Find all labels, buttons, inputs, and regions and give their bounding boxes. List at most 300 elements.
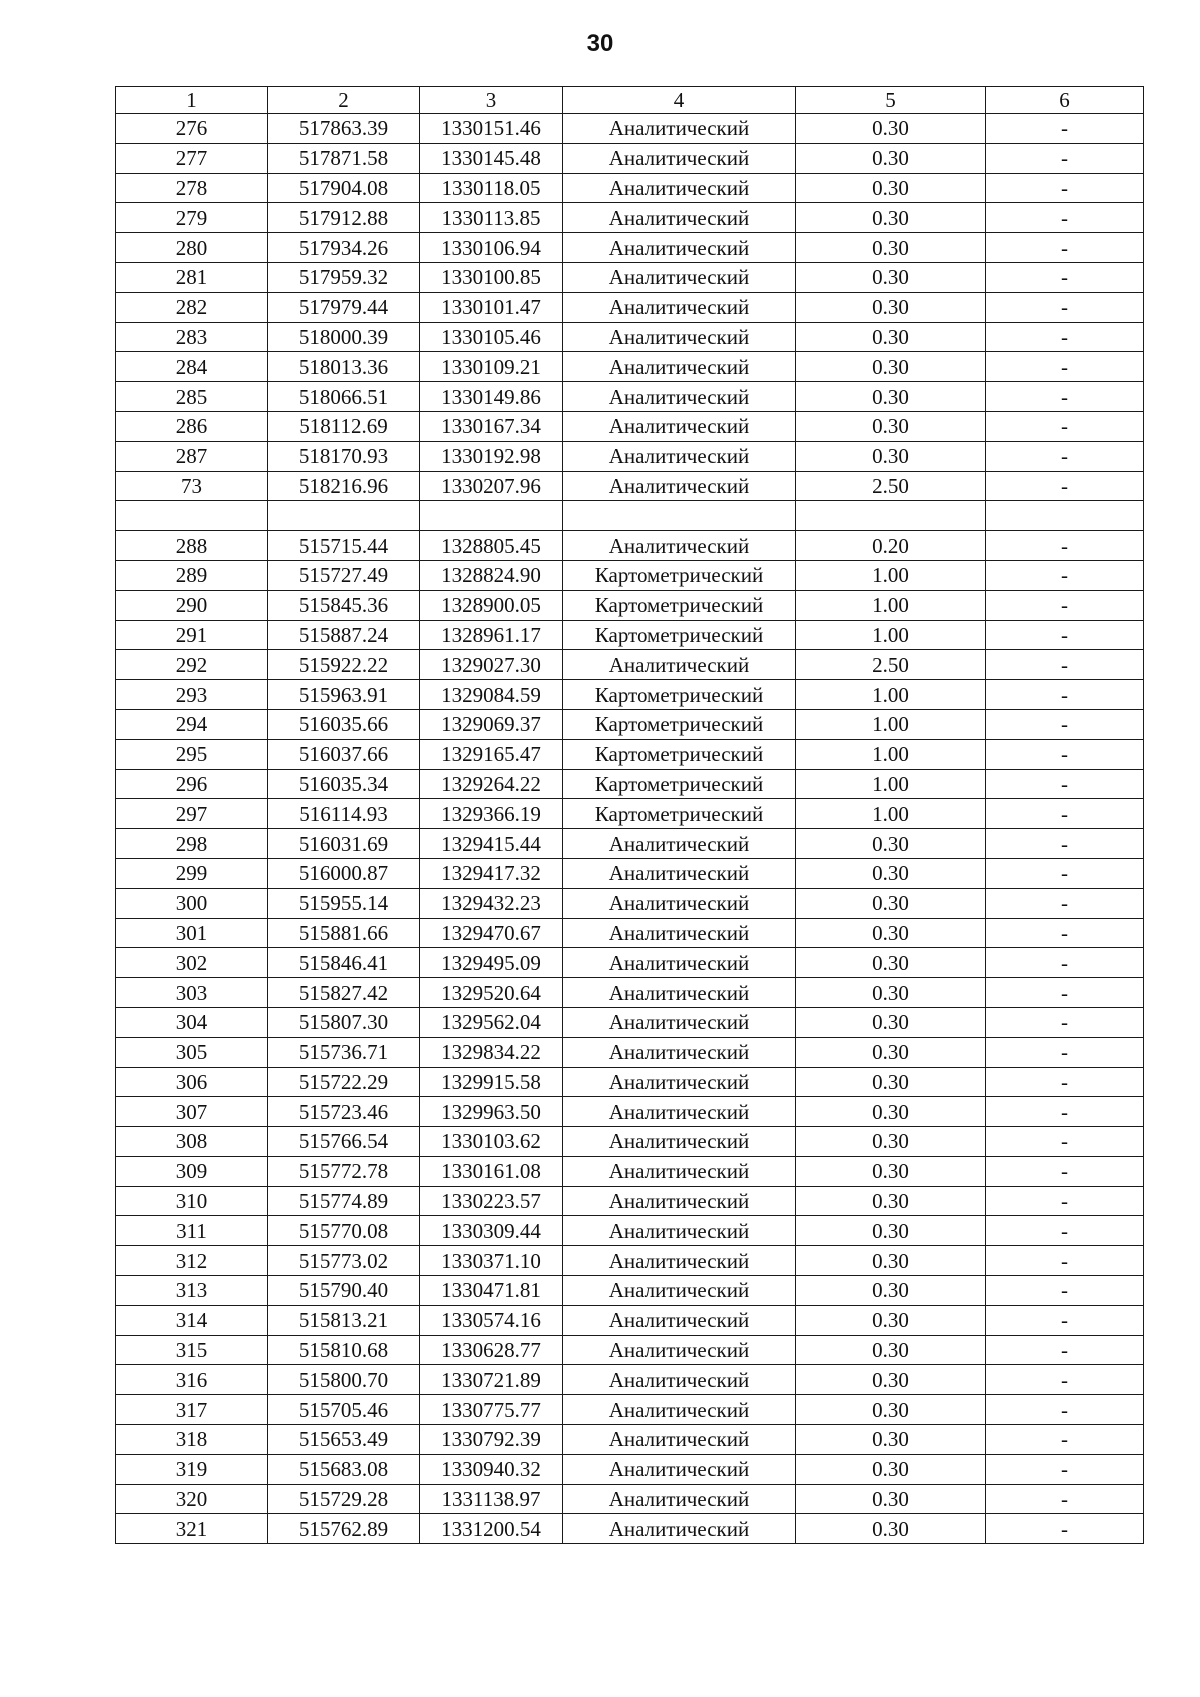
accuracy-cell: 0.30 — [796, 292, 986, 322]
accuracy-cell: 2.50 — [796, 650, 986, 680]
x-coordinate-cell: 517912.88 — [268, 203, 420, 233]
accuracy-cell: 0.30 — [796, 1335, 986, 1365]
x-coordinate-cell: 515922.22 — [268, 650, 420, 680]
y-coordinate-cell: 1330105.46 — [420, 322, 563, 352]
method-cell: Аналитический — [563, 978, 796, 1008]
method-cell: Аналитический — [563, 948, 796, 978]
accuracy-cell: 1.00 — [796, 590, 986, 620]
x-coordinate-cell: 516000.87 — [268, 858, 420, 888]
x-coordinate-cell: 517979.44 — [268, 292, 420, 322]
note-cell: - — [986, 411, 1144, 441]
x-coordinate-cell: 515845.36 — [268, 590, 420, 620]
table-row — [116, 1305, 1144, 1335]
point-number-cell: 279 — [116, 203, 268, 233]
note-cell: - — [986, 322, 1144, 352]
table-row — [116, 233, 1144, 263]
x-coordinate-cell: 516035.66 — [268, 709, 420, 739]
y-coordinate-cell: 1329417.32 — [420, 858, 563, 888]
table-row — [116, 918, 1144, 948]
point-number-cell: 280 — [116, 233, 268, 263]
method-cell: Аналитический — [563, 1484, 796, 1514]
note-cell: - — [986, 233, 1144, 263]
x-coordinate-cell: 515955.14 — [268, 888, 420, 918]
note-cell: - — [986, 769, 1144, 799]
method-cell: Аналитический — [563, 1305, 796, 1335]
method-cell: Аналитический — [563, 1127, 796, 1157]
method-cell: Картометрический — [563, 709, 796, 739]
note-cell: - — [986, 531, 1144, 561]
x-coordinate-cell: 518013.36 — [268, 352, 420, 382]
point-number-cell: 283 — [116, 322, 268, 352]
y-coordinate-cell: 1329415.44 — [420, 829, 563, 859]
x-coordinate-cell: 518112.69 — [268, 411, 420, 441]
point-number-cell: 309 — [116, 1156, 268, 1186]
accuracy-cell: 0.30 — [796, 829, 986, 859]
note-cell: - — [986, 382, 1144, 412]
method-cell: Аналитический — [563, 829, 796, 859]
point-number-cell: 314 — [116, 1305, 268, 1335]
accuracy-cell: 2.50 — [796, 471, 986, 501]
table-row — [116, 1007, 1144, 1037]
x-coordinate-cell: 515774.89 — [268, 1186, 420, 1216]
table-row — [116, 680, 1144, 710]
y-coordinate-cell: 1330149.86 — [420, 382, 563, 412]
note-cell: - — [986, 1186, 1144, 1216]
method-cell: Аналитический — [563, 441, 796, 471]
method-cell: Аналитический — [563, 471, 796, 501]
method-cell: Аналитический — [563, 1454, 796, 1484]
table-row — [116, 1425, 1144, 1455]
note-cell: - — [986, 352, 1144, 382]
note-cell: - — [986, 1484, 1144, 1514]
accuracy-cell: 0.30 — [796, 1097, 986, 1127]
method-cell: Картометрический — [563, 560, 796, 590]
point-number-cell: 286 — [116, 411, 268, 441]
y-coordinate-cell: 1330309.44 — [420, 1216, 563, 1246]
point-number-cell: 297 — [116, 799, 268, 829]
method-cell: Аналитический — [563, 411, 796, 441]
method-cell: Аналитический — [563, 1514, 796, 1544]
x-coordinate-cell — [268, 501, 420, 531]
y-coordinate-cell: 1329027.30 — [420, 650, 563, 680]
method-cell: Аналитический — [563, 233, 796, 263]
y-coordinate-cell: 1330207.96 — [420, 471, 563, 501]
x-coordinate-cell: 515722.29 — [268, 1067, 420, 1097]
point-number-cell: 317 — [116, 1395, 268, 1425]
point-number-cell: 307 — [116, 1097, 268, 1127]
method-cell: Аналитический — [563, 1395, 796, 1425]
point-number-cell: 290 — [116, 590, 268, 620]
point-number-cell: 291 — [116, 620, 268, 650]
x-coordinate-cell: 518000.39 — [268, 322, 420, 352]
y-coordinate-cell: 1328805.45 — [420, 531, 563, 561]
y-coordinate-cell: 1330109.21 — [420, 352, 563, 382]
y-coordinate-cell: 1329165.47 — [420, 739, 563, 769]
y-coordinate-cell: 1329432.23 — [420, 888, 563, 918]
x-coordinate-cell: 517904.08 — [268, 173, 420, 203]
accuracy-cell: 0.30 — [796, 411, 986, 441]
table-row — [116, 352, 1144, 382]
accuracy-cell: 1.00 — [796, 620, 986, 650]
y-coordinate-cell: 1330628.77 — [420, 1335, 563, 1365]
method-cell: Аналитический — [563, 322, 796, 352]
x-coordinate-cell: 517959.32 — [268, 262, 420, 292]
x-coordinate-cell: 515723.46 — [268, 1097, 420, 1127]
column-header: 6 — [986, 87, 1144, 114]
method-cell: Аналитический — [563, 1276, 796, 1306]
note-cell: - — [986, 173, 1144, 203]
table-row — [116, 948, 1144, 978]
method-cell: Аналитический — [563, 143, 796, 173]
accuracy-cell: 0.30 — [796, 1156, 986, 1186]
table-row — [116, 1484, 1144, 1514]
x-coordinate-cell: 518170.93 — [268, 441, 420, 471]
point-number-cell: 288 — [116, 531, 268, 561]
method-cell: Аналитический — [563, 918, 796, 948]
y-coordinate-cell: 1331200.54 — [420, 1514, 563, 1544]
point-number-cell: 308 — [116, 1127, 268, 1157]
x-coordinate-cell: 515813.21 — [268, 1305, 420, 1335]
accuracy-cell: 0.30 — [796, 1276, 986, 1306]
table-header-row — [116, 87, 1144, 114]
column-header: 4 — [563, 87, 796, 114]
table-row — [116, 411, 1144, 441]
note-cell: - — [986, 978, 1144, 1008]
x-coordinate-cell: 515729.28 — [268, 1484, 420, 1514]
x-coordinate-cell: 516114.93 — [268, 799, 420, 829]
note-cell: - — [986, 590, 1144, 620]
accuracy-cell: 0.30 — [796, 114, 986, 144]
accuracy-cell: 1.00 — [796, 739, 986, 769]
y-coordinate-cell: 1328961.17 — [420, 620, 563, 650]
table-row — [116, 114, 1144, 144]
x-coordinate-cell: 516035.34 — [268, 769, 420, 799]
column-header: 3 — [420, 87, 563, 114]
point-number-cell: 302 — [116, 948, 268, 978]
x-coordinate-cell: 516031.69 — [268, 829, 420, 859]
note-cell: - — [986, 1246, 1144, 1276]
table-row — [116, 888, 1144, 918]
note-cell: - — [986, 1454, 1144, 1484]
note-cell: - — [986, 650, 1144, 680]
method-cell: Аналитический — [563, 1425, 796, 1455]
point-number-cell: 316 — [116, 1365, 268, 1395]
point-number-cell: 278 — [116, 173, 268, 203]
x-coordinate-cell: 515683.08 — [268, 1454, 420, 1484]
x-coordinate-cell: 515963.91 — [268, 680, 420, 710]
point-number-cell: 301 — [116, 918, 268, 948]
table-row — [116, 1156, 1144, 1186]
table-row — [116, 858, 1144, 888]
y-coordinate-cell — [420, 501, 563, 531]
table-row — [116, 1335, 1144, 1365]
accuracy-cell: 0.30 — [796, 143, 986, 173]
note-cell — [986, 501, 1144, 531]
x-coordinate-cell: 515705.46 — [268, 1395, 420, 1425]
accuracy-cell — [796, 501, 986, 531]
y-coordinate-cell: 1329495.09 — [420, 948, 563, 978]
note-cell: - — [986, 560, 1144, 590]
table-row — [116, 382, 1144, 412]
method-cell: Картометрический — [563, 590, 796, 620]
table-row — [116, 1365, 1144, 1395]
y-coordinate-cell: 1329470.67 — [420, 918, 563, 948]
table-row — [116, 531, 1144, 561]
method-cell: Аналитический — [563, 888, 796, 918]
table-row — [116, 262, 1144, 292]
table-row — [116, 441, 1144, 471]
method-cell: Картометрический — [563, 739, 796, 769]
y-coordinate-cell: 1330145.48 — [420, 143, 563, 173]
method-cell: Аналитический — [563, 650, 796, 680]
point-number-cell: 299 — [116, 858, 268, 888]
accuracy-cell: 0.30 — [796, 978, 986, 1008]
note-cell: - — [986, 262, 1144, 292]
accuracy-cell: 0.30 — [796, 1484, 986, 1514]
method-cell: Аналитический — [563, 1246, 796, 1276]
accuracy-cell: 0.30 — [796, 233, 986, 263]
x-coordinate-cell: 515881.66 — [268, 918, 420, 948]
accuracy-cell: 0.30 — [796, 1514, 986, 1544]
table-row — [116, 1067, 1144, 1097]
table-row — [116, 650, 1144, 680]
table-row — [116, 1454, 1144, 1484]
y-coordinate-cell: 1329834.22 — [420, 1037, 563, 1067]
y-coordinate-cell: 1330940.32 — [420, 1454, 563, 1484]
table-row — [116, 203, 1144, 233]
y-coordinate-cell: 1330574.16 — [420, 1305, 563, 1335]
table-row — [116, 1186, 1144, 1216]
method-cell: Аналитический — [563, 114, 796, 144]
x-coordinate-cell: 515846.41 — [268, 948, 420, 978]
point-number-cell: 311 — [116, 1216, 268, 1246]
y-coordinate-cell: 1330471.81 — [420, 1276, 563, 1306]
accuracy-cell: 0.30 — [796, 858, 986, 888]
table-row — [116, 1216, 1144, 1246]
accuracy-cell: 1.00 — [796, 769, 986, 799]
accuracy-cell: 0.30 — [796, 382, 986, 412]
point-number-cell: 319 — [116, 1454, 268, 1484]
x-coordinate-cell: 515772.78 — [268, 1156, 420, 1186]
table-row — [116, 1127, 1144, 1157]
method-cell: Аналитический — [563, 1335, 796, 1365]
y-coordinate-cell: 1330100.85 — [420, 262, 563, 292]
accuracy-cell: 0.30 — [796, 441, 986, 471]
accuracy-cell: 0.30 — [796, 352, 986, 382]
table-row — [116, 799, 1144, 829]
column-header: 1 — [116, 87, 268, 114]
point-number-cell: 321 — [116, 1514, 268, 1544]
x-coordinate-cell: 517863.39 — [268, 114, 420, 144]
note-cell: - — [986, 739, 1144, 769]
method-cell: Аналитический — [563, 1037, 796, 1067]
note-cell: - — [986, 441, 1144, 471]
note-cell: - — [986, 709, 1144, 739]
point-number-cell: 320 — [116, 1484, 268, 1514]
point-number-cell: 312 — [116, 1246, 268, 1276]
note-cell: - — [986, 1305, 1144, 1335]
accuracy-cell: 0.30 — [796, 1007, 986, 1037]
note-cell: - — [986, 620, 1144, 650]
accuracy-cell: 1.00 — [796, 560, 986, 590]
y-coordinate-cell: 1328824.90 — [420, 560, 563, 590]
note-cell: - — [986, 1097, 1144, 1127]
accuracy-cell: 0.20 — [796, 531, 986, 561]
point-number-cell: 277 — [116, 143, 268, 173]
x-coordinate-cell: 515790.40 — [268, 1276, 420, 1306]
point-number-cell: 300 — [116, 888, 268, 918]
point-number-cell: 296 — [116, 769, 268, 799]
column-header: 5 — [796, 87, 986, 114]
point-number-cell: 276 — [116, 114, 268, 144]
method-cell: Картометрический — [563, 769, 796, 799]
note-cell: - — [986, 471, 1144, 501]
note-cell: - — [986, 858, 1144, 888]
note-cell: - — [986, 1216, 1144, 1246]
point-number-cell: 318 — [116, 1425, 268, 1455]
accuracy-cell: 0.30 — [796, 322, 986, 352]
table-row — [116, 978, 1144, 1008]
point-number-cell: 285 — [116, 382, 268, 412]
method-cell: Аналитический — [563, 352, 796, 382]
y-coordinate-cell: 1330792.39 — [420, 1425, 563, 1455]
method-cell: Картометрический — [563, 620, 796, 650]
note-cell: - — [986, 1156, 1144, 1186]
y-coordinate-cell: 1329520.64 — [420, 978, 563, 1008]
coordinates-table-body — [116, 87, 1144, 1544]
point-number-cell: 293 — [116, 680, 268, 710]
accuracy-cell: 0.30 — [796, 948, 986, 978]
x-coordinate-cell: 517934.26 — [268, 233, 420, 263]
table-row — [116, 322, 1144, 352]
accuracy-cell: 0.30 — [796, 1365, 986, 1395]
y-coordinate-cell: 1328900.05 — [420, 590, 563, 620]
accuracy-cell: 0.30 — [796, 173, 986, 203]
note-cell: - — [986, 1007, 1144, 1037]
method-cell: Аналитический — [563, 292, 796, 322]
point-number-cell: 295 — [116, 739, 268, 769]
y-coordinate-cell: 1329963.50 — [420, 1097, 563, 1127]
method-cell: Аналитический — [563, 1365, 796, 1395]
table-row — [116, 769, 1144, 799]
accuracy-cell: 0.30 — [796, 262, 986, 292]
point-number-cell: 281 — [116, 262, 268, 292]
x-coordinate-cell: 515727.49 — [268, 560, 420, 590]
table-row — [116, 1395, 1144, 1425]
y-coordinate-cell: 1329366.19 — [420, 799, 563, 829]
column-header: 2 — [268, 87, 420, 114]
x-coordinate-cell: 515762.89 — [268, 1514, 420, 1544]
table-row — [116, 173, 1144, 203]
note-cell: - — [986, 1276, 1144, 1306]
x-coordinate-cell: 515766.54 — [268, 1127, 420, 1157]
accuracy-cell: 0.30 — [796, 1037, 986, 1067]
accuracy-cell: 0.30 — [796, 1425, 986, 1455]
note-cell: - — [986, 1067, 1144, 1097]
coordinates-table — [115, 86, 1144, 1544]
note-cell: - — [986, 799, 1144, 829]
point-number-cell: 313 — [116, 1276, 268, 1306]
x-coordinate-cell: 515773.02 — [268, 1246, 420, 1276]
table-row — [116, 709, 1144, 739]
y-coordinate-cell: 1329264.22 — [420, 769, 563, 799]
x-coordinate-cell: 516037.66 — [268, 739, 420, 769]
accuracy-cell: 0.30 — [796, 1216, 986, 1246]
table-row — [116, 143, 1144, 173]
x-coordinate-cell: 515807.30 — [268, 1007, 420, 1037]
method-cell: Аналитический — [563, 262, 796, 292]
point-number-cell: 284 — [116, 352, 268, 382]
y-coordinate-cell: 1330118.05 — [420, 173, 563, 203]
method-cell: Аналитический — [563, 531, 796, 561]
method-cell: Аналитический — [563, 1186, 796, 1216]
method-cell: Аналитический — [563, 203, 796, 233]
point-number-cell: 287 — [116, 441, 268, 471]
y-coordinate-cell: 1329069.37 — [420, 709, 563, 739]
accuracy-cell: 1.00 — [796, 799, 986, 829]
x-coordinate-cell: 518216.96 — [268, 471, 420, 501]
y-coordinate-cell: 1330151.46 — [420, 114, 563, 144]
accuracy-cell: 0.30 — [796, 1395, 986, 1425]
point-number-cell — [116, 501, 268, 531]
y-coordinate-cell: 1330192.98 — [420, 441, 563, 471]
point-number-cell: 298 — [116, 829, 268, 859]
method-cell: Аналитический — [563, 1097, 796, 1127]
point-number-cell: 73 — [116, 471, 268, 501]
x-coordinate-cell: 518066.51 — [268, 382, 420, 412]
table-row — [116, 829, 1144, 859]
y-coordinate-cell: 1330721.89 — [420, 1365, 563, 1395]
table-row — [116, 739, 1144, 769]
x-coordinate-cell: 515810.68 — [268, 1335, 420, 1365]
note-cell: - — [986, 829, 1144, 859]
y-coordinate-cell: 1330223.57 — [420, 1186, 563, 1216]
accuracy-cell: 1.00 — [796, 709, 986, 739]
x-coordinate-cell: 515827.42 — [268, 978, 420, 1008]
x-coordinate-cell: 515736.71 — [268, 1037, 420, 1067]
point-number-cell: 310 — [116, 1186, 268, 1216]
table-blank-row — [116, 501, 1144, 531]
method-cell: Аналитический — [563, 382, 796, 412]
method-cell: Картометрический — [563, 799, 796, 829]
point-number-cell: 306 — [116, 1067, 268, 1097]
table-row — [116, 1037, 1144, 1067]
note-cell: - — [986, 203, 1144, 233]
table-row — [116, 590, 1144, 620]
page-number: 30 — [586, 30, 614, 57]
x-coordinate-cell: 517871.58 — [268, 143, 420, 173]
x-coordinate-cell: 515653.49 — [268, 1425, 420, 1455]
point-number-cell: 289 — [116, 560, 268, 590]
point-number-cell: 292 — [116, 650, 268, 680]
point-number-cell: 315 — [116, 1335, 268, 1365]
method-cell: Аналитический — [563, 1216, 796, 1246]
method-cell: Аналитический — [563, 1007, 796, 1037]
note-cell: - — [986, 1395, 1144, 1425]
accuracy-cell: 0.30 — [796, 1186, 986, 1216]
note-cell: - — [986, 680, 1144, 710]
accuracy-cell: 0.30 — [796, 918, 986, 948]
accuracy-cell: 0.30 — [796, 888, 986, 918]
note-cell: - — [986, 1365, 1144, 1395]
accuracy-cell: 0.30 — [796, 1305, 986, 1335]
note-cell: - — [986, 292, 1144, 322]
note-cell: - — [986, 1037, 1144, 1067]
table-row — [116, 560, 1144, 590]
note-cell: - — [986, 948, 1144, 978]
note-cell: - — [986, 1425, 1144, 1455]
table-row — [116, 1276, 1144, 1306]
